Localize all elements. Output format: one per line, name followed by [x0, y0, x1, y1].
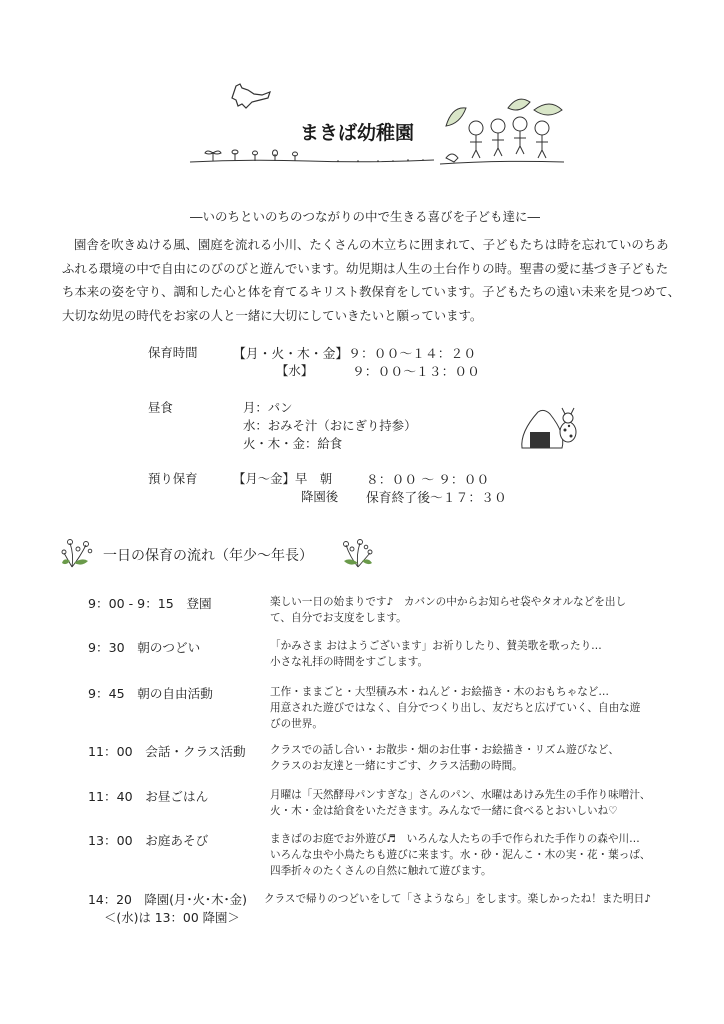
- hours-line-2-day: 【水】: [276, 363, 314, 378]
- schedule-time: 11：00 会話・クラス活動: [88, 744, 246, 759]
- lunch-line: 水：おみそ汁（おにぎり持参）: [243, 418, 417, 433]
- page-subtitle: ―いのちといのちのつながりの中で生きる喜びを子ども達に―: [190, 209, 541, 224]
- lunch-label: 昼食: [148, 400, 173, 415]
- flower-sprig-icon: [340, 537, 378, 569]
- description-line: まきばのお庭でお外遊び♬ いろんな人たちの手で作られた手作りの森や川…: [270, 833, 640, 845]
- care-line-2-day: 降園後: [301, 489, 339, 504]
- description-line: 工作・ままごと・大型積み木・ねんど・お絵描き・木のおもちゃなど…: [270, 686, 609, 698]
- intro-line: 園舎を吹きぬける風、園庭を流れる小川、たくさんの木立ちに囲まれて、子どもたちは時を忘れていのちあ: [74, 237, 669, 252]
- description-line: 「かみさま おはようございます」お祈りしたり、賛美歌を歌ったり…: [270, 640, 602, 652]
- schedule-heading: 一日の保育の流れ（年少～年長）: [103, 548, 313, 564]
- schedule-description: クラスで帰りのつどいをして「さようなら」をします。楽しかったね！また明日♪: [264, 893, 651, 905]
- intro-line: ち本来の姿を守り、調和した心と体を育てるキリスト教保育をしています。子どもたちの遠い未来を見つめて、: [62, 284, 681, 299]
- schedule-description: [270, 594, 626, 626]
- schedule-time: 9：45 朝の自由活動: [88, 686, 213, 701]
- description-line: クラスのお友達と一緒にすごす、クラス活動の時間。: [270, 760, 523, 772]
- schedule-time: 11：40 お昼ごはん: [88, 789, 209, 804]
- schedule-note: ＜(水)は 13：00 降園＞: [104, 910, 240, 925]
- hours-line-1: 【月・火・木・金】９：００～１４：２０: [233, 347, 477, 362]
- schedule-time: 9：30 朝のつどい: [88, 640, 201, 655]
- flower-sprig-icon: [60, 537, 98, 569]
- intro-paragraph: [62, 233, 688, 327]
- care-line-2-time: 保育終了後～１７：３０: [366, 491, 507, 506]
- description-line: クラスでの話し合い・お散歩・畑のお仕事・お絵描き・リズム遊びなど、: [270, 744, 620, 756]
- schedule-description: [270, 684, 640, 732]
- intro-line: 大切な幼児の時代をお家の人と一緒に大切にしていきたいと願っています。: [62, 307, 483, 323]
- page-title: まきば幼稚園: [300, 122, 415, 144]
- intro-line: ふれる環境の中で自由にのびのびと遊んでいます。幼児期は人生の土台作りの時。聖書の愛に基づき子どもた: [62, 260, 669, 276]
- schedule-description: [270, 742, 619, 774]
- schedule-time: 13：00 お庭あそび: [88, 833, 209, 848]
- care-line-1-time: ８：００ ～ ９：００: [366, 473, 490, 488]
- care-line-1-day: 【月～金】早 朝: [233, 471, 333, 486]
- description-line: 火・木・金は給食をいただきます。みんなで一緒に食べるとおいしいね♡: [270, 805, 618, 817]
- hours-line-2-time: ９：００～１３：００: [352, 365, 480, 380]
- description-line: て、自分でお支度をします。: [270, 612, 407, 624]
- description-line: 楽しい一日の始まりです♪ カバンの中からお知らせ袋やタオルなどを出し: [270, 596, 627, 608]
- schedule-description: [270, 787, 651, 819]
- lunch-line: 火・木・金：給食: [243, 436, 343, 451]
- description-line: 用意された遊びではなく、自分でつくり出し、友だちと広げていく、自由な遊: [270, 702, 641, 714]
- description-line: 月曜は「天然酵母パンすぎな」さんのパン、水曜はあけみ先生の手作り味噌汁、: [270, 789, 651, 801]
- schedule-time: 9：00 - 9：15 登園: [88, 596, 212, 611]
- description-line: 四季折々のたくさんの自然に触れて遊びます。: [270, 865, 492, 877]
- schedule-time: 14：20 降園(月･火･木･金): [88, 892, 247, 907]
- lunch-line: 月：パン: [243, 400, 293, 415]
- care-label: 預り保育: [148, 471, 198, 486]
- description-line: びの世界。: [270, 718, 323, 730]
- description-line: 小さな礼拝の時間をすごします。: [270, 656, 429, 668]
- children-with-leaves-illustration: [438, 96, 568, 168]
- onigiri-ladybug-illustration: [518, 402, 582, 454]
- hokkaido-map-icon: [228, 82, 272, 110]
- schedule-description: [270, 831, 651, 879]
- hours-label: 保育時間: [148, 345, 198, 360]
- schedule-description: [270, 638, 602, 670]
- description-line: いろんな虫や小鳥たちも遊びに来ます。水・砂・泥んこ・木の実・花・葉っぱ、: [270, 849, 651, 861]
